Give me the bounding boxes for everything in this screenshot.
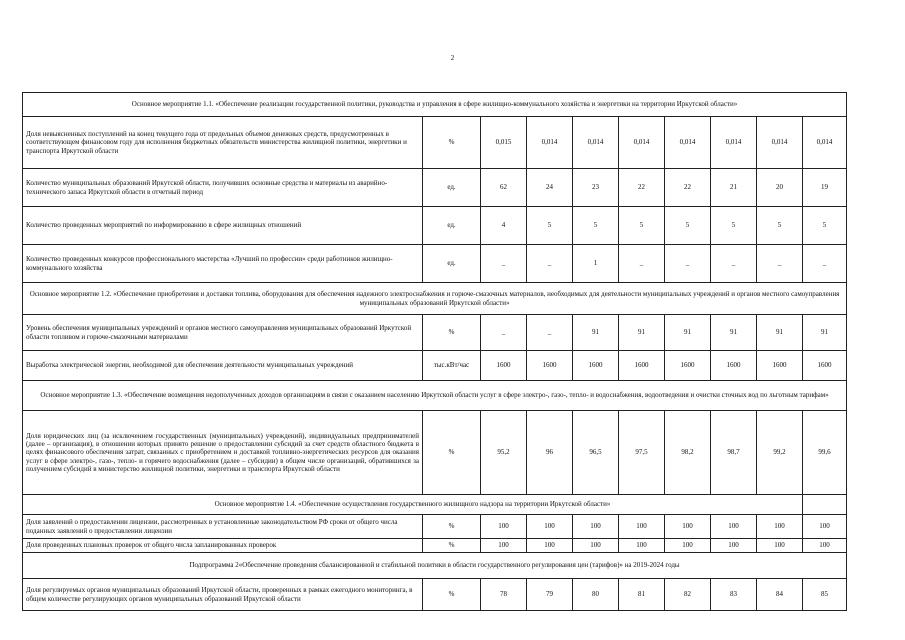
- table-row: [23, 539, 847, 553]
- value-cell: 78: [481, 579, 527, 611]
- value-cell: 82: [665, 579, 711, 611]
- indicators-table: [22, 92, 847, 611]
- section-header-row: [23, 553, 847, 579]
- value-cell: _: [757, 245, 803, 283]
- value-cell: 80: [573, 579, 619, 611]
- value-cell: 100: [619, 539, 665, 553]
- value-cell: 84: [757, 579, 803, 611]
- unit-cell: ед.: [423, 245, 481, 283]
- value-cell: 100: [803, 539, 847, 553]
- value-cell: 100: [527, 515, 573, 539]
- value-cell: 100: [573, 515, 619, 539]
- unit-cell: ед.: [423, 207, 481, 245]
- value-cell: 1600: [619, 351, 665, 381]
- value-cell: 100: [757, 515, 803, 539]
- table-row: [23, 207, 847, 245]
- value-cell: 1600: [527, 351, 573, 381]
- value-cell: _: [527, 245, 573, 283]
- table-row: [23, 411, 847, 495]
- indicator-cell: Доля юридических лиц (за исключением государственных (муниципальных) учреждений), индивидуальных предпринимателей (далее – организация), в отношении которых принято решение о предоставлении субсидий за счет средств областного бюджета в целях финансового обеспечения затрат, связанных с приобретением и доставкой топливно-энергетических ресурсов для оказания услуг в сфере электро-, газо-, тепло- и горячего водоснабжения (далее – субсидии) в общем числе организаций, обратившихся за получением субсидий в министерство жилищной политики, энергетики и транспорта Иркутской области: [23, 411, 423, 495]
- value-cell: 91: [573, 315, 619, 351]
- value-cell: 97,5: [619, 411, 665, 495]
- indicator-cell: Доля невыясненных поступлений на конец текущего года от предельных объемов денежных средств, предусмотренных в соответствующем финансовом году для исполнения бюджетных обязательств министерства жилищной политики, энергетики и транспорта Иркутской области: [23, 117, 423, 169]
- section-title: Основное мероприятие 1.2. «Обеспечение приобретения и доставки топлива, оборудования для обеспечения надежного электроснабжения и горюче-смазочных материалов, необходимых для деятельности муниципальных учреждений и органов местного самоуправления муниципальных образований Иркутской области»: [23, 283, 847, 315]
- value-cell: 62: [481, 169, 527, 207]
- value-cell: 98,2: [665, 411, 711, 495]
- unit-cell: ед.: [423, 169, 481, 207]
- unit-cell: %: [423, 515, 481, 539]
- value-cell: 5: [757, 207, 803, 245]
- value-cell: 81: [619, 579, 665, 611]
- value-cell: 20: [757, 169, 803, 207]
- table-row: [23, 169, 847, 207]
- indicator-cell: Доля регулируемых органов муниципальных образований Иркутской области, проверенных в рамках ежегодного мониторинга, в общем количестве регулирующих органов муниципальных образований Иркутской области: [23, 579, 423, 611]
- value-cell: 22: [619, 169, 665, 207]
- value-cell: 1600: [711, 351, 757, 381]
- value-cell: 19: [803, 169, 847, 207]
- table-row: [23, 351, 847, 381]
- unit-cell: %: [423, 539, 481, 553]
- indicator-cell: Доля проведенных плановых проверок от общего числа запланированных проверок: [23, 539, 423, 553]
- value-cell: 100: [527, 539, 573, 553]
- value-cell: 23: [573, 169, 619, 207]
- value-cell: 0,014: [757, 117, 803, 169]
- value-cell: 83: [711, 579, 757, 611]
- value-cell: 100: [665, 539, 711, 553]
- table-row: [23, 515, 847, 539]
- section-header-row: [23, 381, 847, 411]
- value-cell: 99,2: [757, 411, 803, 495]
- value-cell: 0,014: [619, 117, 665, 169]
- value-cell: 98,7: [711, 411, 757, 495]
- section-header-row: [23, 283, 847, 315]
- value-cell: 100: [665, 515, 711, 539]
- unit-cell: %: [423, 117, 481, 169]
- value-cell: 96,5: [573, 411, 619, 495]
- value-cell: 95,2: [481, 411, 527, 495]
- value-cell: 5: [527, 207, 573, 245]
- value-cell: 0,014: [527, 117, 573, 169]
- indicator-cell: Количество проведенных мероприятий по информированию в сфере жилищных отношений: [23, 207, 423, 245]
- value-cell: 100: [711, 539, 757, 553]
- value-cell: 24: [527, 169, 573, 207]
- value-cell: _: [481, 315, 527, 351]
- value-cell: 5: [573, 207, 619, 245]
- table-row: [23, 315, 847, 351]
- value-cell: 85: [803, 579, 847, 611]
- page-number: 2: [450, 54, 455, 62]
- value-cell: 100: [481, 539, 527, 553]
- value-cell: _: [803, 245, 847, 283]
- value-cell: 91: [757, 315, 803, 351]
- unit-cell: %: [423, 411, 481, 495]
- value-cell: 100: [481, 515, 527, 539]
- section-title: Подпрограмма 2«Обеспечение проведения сбалансированной и стабильной политики в области государственного регулирования цен (тарифов)» на 2019-2024 годы: [23, 553, 847, 579]
- value-cell: 5: [803, 207, 847, 245]
- value-cell: _: [527, 315, 573, 351]
- value-cell: 5: [665, 207, 711, 245]
- value-cell: 1600: [665, 351, 711, 381]
- value-cell: 100: [573, 539, 619, 553]
- value-cell: 100: [757, 539, 803, 553]
- value-cell: 91: [711, 315, 757, 351]
- section-header-row: [23, 495, 847, 515]
- value-cell: 0,015: [481, 117, 527, 169]
- unit-cell: тыс.кВт/час: [423, 351, 481, 381]
- value-cell: 1600: [803, 351, 847, 381]
- value-cell: 21: [711, 169, 757, 207]
- value-cell: _: [481, 245, 527, 283]
- value-cell: 91: [619, 315, 665, 351]
- indicator-cell: Выработка электрической энергии, необходимой для обеспечения деятельности муниципальных учреждений: [23, 351, 423, 381]
- indicator-cell: Количество проведенных конкурсов профессионального мастерства «Лучший по профессии» среди работников жилищно-коммунального хозяйства: [23, 245, 423, 283]
- table-row: [23, 117, 847, 169]
- table-row: [23, 245, 847, 283]
- value-cell: _: [619, 245, 665, 283]
- value-cell: 100: [711, 515, 757, 539]
- value-cell: _: [665, 245, 711, 283]
- section-title: Основное мероприятие 1.4. «Обеспечение осуществления государственного жилищного надзора на территории Иркутской области»: [23, 495, 803, 515]
- section-header-row: [23, 93, 847, 117]
- unit-cell: %: [423, 315, 481, 351]
- value-cell: 91: [803, 315, 847, 351]
- value-cell: 96: [527, 411, 573, 495]
- value-cell: 100: [803, 515, 847, 539]
- value-cell: 5: [711, 207, 757, 245]
- value-cell: 1600: [573, 351, 619, 381]
- value-cell: 1600: [481, 351, 527, 381]
- value-cell: 1600: [757, 351, 803, 381]
- value-cell: _: [711, 245, 757, 283]
- value-cell: 5: [619, 207, 665, 245]
- section-title: Основное мероприятие 1.1. «Обеспечение реализации государственной политики, руководства и управления в сфере жилищно-коммунального хозяйства и энергетики на территории Иркутской области»: [23, 93, 847, 117]
- value-cell: 91: [665, 315, 711, 351]
- value-cell: 100: [619, 515, 665, 539]
- value-cell: 4: [481, 207, 527, 245]
- table-body: [23, 93, 847, 611]
- value-cell: 0,014: [711, 117, 757, 169]
- value-cell: 0,014: [665, 117, 711, 169]
- value-cell: 0,014: [573, 117, 619, 169]
- indicator-cell: Количество муниципальных образований Иркутской области, получивших основные средства и материалы из аварийно-технического запаса Иркутской области в отчетный период: [23, 169, 423, 207]
- value-cell: 22: [665, 169, 711, 207]
- value-cell: 79: [527, 579, 573, 611]
- empty-cell: [803, 495, 847, 515]
- value-cell: 0,014: [803, 117, 847, 169]
- section-title: Основное мероприятие 1.3. «Обеспечение возмещения недополученных доходов организациям в связи с оказанием населению Иркутской области услуг в сфере электро-, газо-, тепло- и водоснабжения, водоотведения и очистки сточных вод по льготным тарифам»: [23, 381, 847, 411]
- value-cell: 99,6: [803, 411, 847, 495]
- indicator-cell: Доля заявлений о предоставлении лицензии, рассмотренных в установленные законодательством РФ сроки от общего числа поданных заявлений о предоставлении лицензии: [23, 515, 423, 539]
- value-cell: 1: [573, 245, 619, 283]
- indicator-cell: Уровень обеспечения муниципальных учреждений и органов местного самоуправления муниципальных образований Иркутской области топливом и горюче-смазочными материалами: [23, 315, 423, 351]
- table-row: [23, 579, 847, 611]
- unit-cell: %: [423, 579, 481, 611]
